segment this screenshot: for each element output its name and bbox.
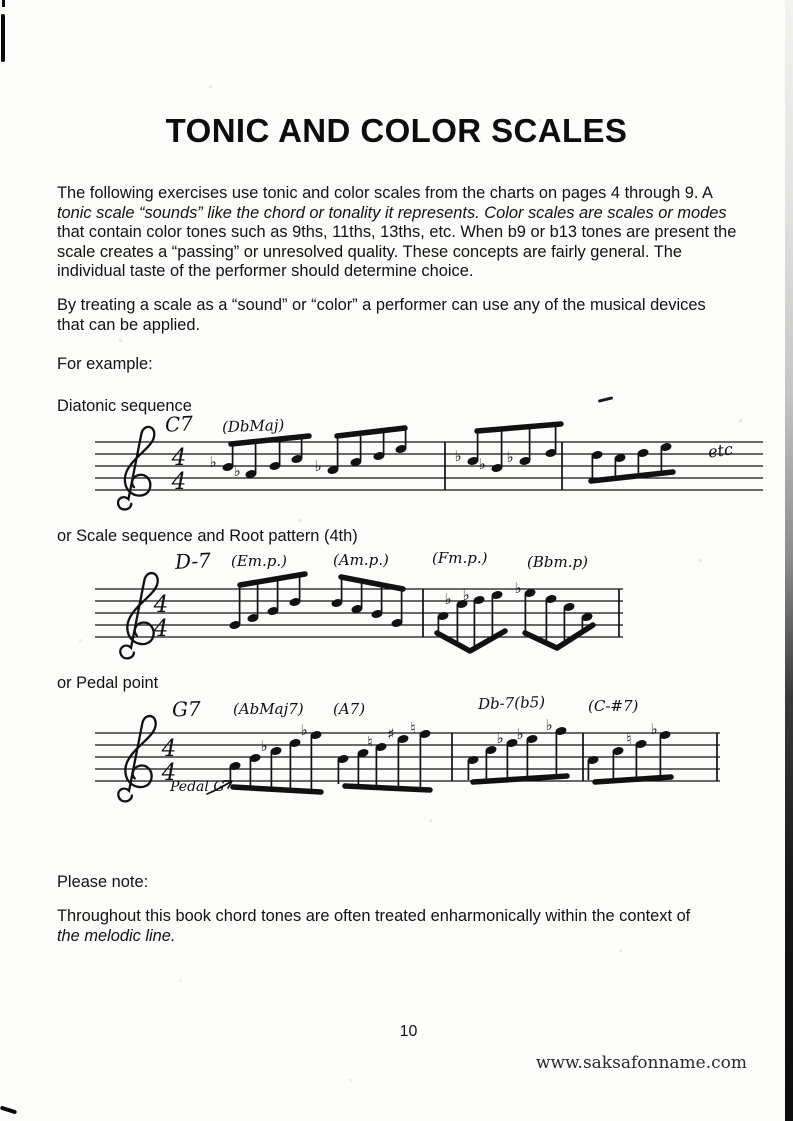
flat-accidental-icon: ♭ [516, 725, 524, 743]
paragraph-line: individual taste of the performer should determine choice. [57, 262, 474, 281]
paragraph-line: By treating a scale as a “sound” or “color” a performer can use any of the musical devices [57, 296, 706, 314]
flat-accidental-icon: ♭ [314, 457, 322, 475]
intro-paragraph [57, 184, 757, 282]
time-signature: 4 [171, 445, 187, 471]
chord-symbol: C7 [164, 411, 194, 437]
natural-accidental-icon: ♮ [410, 719, 416, 737]
note-paragraph [57, 906, 757, 946]
etc-annotation: etc [706, 439, 735, 462]
paragraph-line: the melodic line. [57, 927, 176, 945]
flat-accidental-icon: ♭ [454, 447, 462, 465]
scan-noise [0, 0, 1, 1]
paragraph-line: tonic scale “sounds” like the chord or tonality it represents. Color scales are scales or modes [57, 203, 727, 222]
paragraph-line: scale creates a “passing” or unresolved quality. These concepts are fairly general. The [57, 242, 682, 261]
flat-accidental-icon: ♭ [462, 586, 470, 604]
scan-corner-mark [0, 1105, 17, 1114]
treating-paragraph [57, 296, 757, 335]
natural-accidental-icon: ♮ [367, 733, 373, 751]
scan-edge-strip [785, 0, 793, 1121]
staff-1 [85, 411, 775, 515]
scan-edge-mark [1, 14, 5, 62]
chord-symbol: D-7 [174, 548, 212, 574]
flat-accidental-icon: ♭ [444, 590, 452, 608]
staff-2 [85, 548, 645, 670]
staff-2-notation [85, 555, 645, 670]
chord-symbol: (Em.p.) [231, 552, 288, 570]
chord-symbol: (A7) [333, 700, 366, 718]
flat-accidental-icon: ♭ [300, 721, 308, 739]
staff-3 [85, 692, 735, 812]
chord-symbol: (AbMaj7) [233, 700, 304, 718]
page-title: TONIC AND COLOR SCALES [165, 112, 628, 149]
sharp-accidental-icon: ♯ [387, 725, 395, 743]
chord-symbol: (Am.p.) [333, 551, 389, 569]
scale-sequence-label: or Scale sequence and Root pattern (4th) [57, 527, 358, 545]
page-number: 10 [399, 1023, 418, 1040]
chord-symbol: Db-7(b5) [477, 692, 546, 714]
flat-accidental-icon: ♭ [209, 453, 217, 471]
time-signature: 4 [153, 592, 169, 618]
flat-accidental-icon: ♭ [650, 720, 658, 738]
scan-edge-mark [2, 0, 5, 7]
flat-accidental-icon: ♭ [496, 729, 504, 747]
flat-accidental-icon: ♭ [545, 716, 553, 734]
flat-accidental-icon: ♭ [233, 462, 241, 480]
time-signature: 4 [153, 616, 169, 642]
time-signature: 4 [161, 736, 177, 762]
flat-accidental-icon: ♭ [506, 448, 514, 466]
pen-tick-mark [598, 396, 613, 403]
pedal-note-annotation: Pedal G [170, 779, 225, 795]
for-example-label: For example: [57, 355, 153, 373]
chord-symbol: (Bbm.p) [527, 553, 588, 571]
chord-symbol: (Fm.p.) [432, 549, 488, 567]
chord-symbol: G7 [171, 696, 202, 722]
flat-accidental-icon: ♭ [514, 579, 522, 597]
please-note-heading: Please note: [57, 873, 149, 891]
website-watermark: www.saksafonname.com [535, 1053, 747, 1073]
time-signature: 4 [161, 760, 177, 786]
chord-symbol: (DbMaj) [221, 415, 285, 437]
chord-symbol: (C-#7) [588, 697, 639, 715]
flat-accidental-icon: ♭ [260, 737, 268, 755]
flat-accidental-icon: ♭ [478, 455, 486, 473]
pedal-point-label: or Pedal point [57, 674, 159, 692]
paragraph-line: that can be applied. [57, 315, 201, 334]
paragraph-line: Throughout this book chord tones are often treated enharmonically within the context of [57, 907, 691, 925]
time-signature: 4 [171, 469, 187, 495]
diatonic-sequence-label: Diatonic sequence [57, 397, 192, 415]
paragraph-line: The following exercises use tonic and color scales from the charts on pages 4 through 9. A [57, 184, 713, 202]
paragraph-line: that contain color tones such as 9ths, 11ths, 13ths, etc. When b9 or b13 tones are present the [57, 223, 737, 242]
natural-accidental-icon: ♮ [626, 730, 632, 748]
